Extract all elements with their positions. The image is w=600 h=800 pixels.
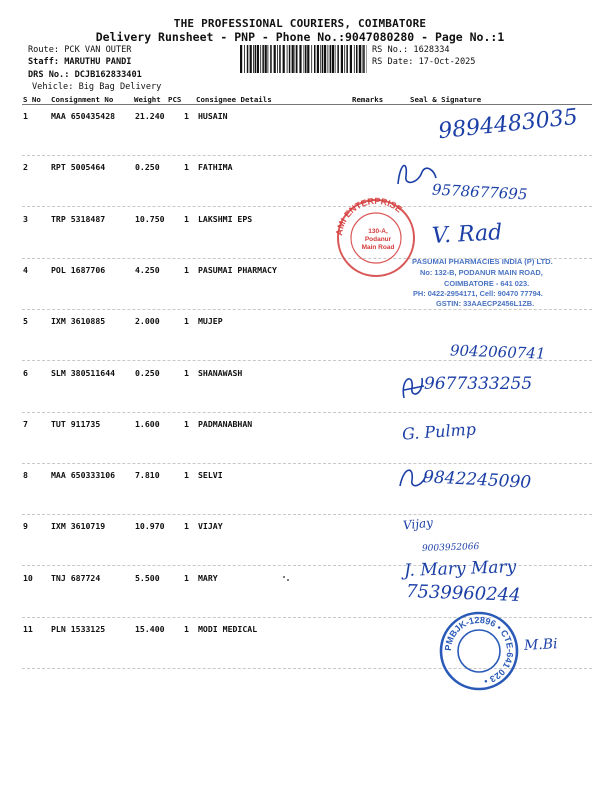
row-pcs: 1 (184, 521, 189, 532)
row-consignee: SHANAWASH (198, 367, 243, 378)
row-sno: 7 (23, 418, 28, 429)
barcode-bar (356, 45, 358, 73)
row-consignment-no: MAA 650435428 (51, 111, 116, 121)
col-consignee: Consignee Details (196, 95, 272, 104)
barcode-bar (311, 45, 312, 73)
vehicle-label: Vehicle: Big Bag Delivery (32, 82, 162, 92)
row-consignment-no: POL 1687706 (51, 264, 106, 275)
row-sno: 9 (23, 521, 28, 532)
scribble-initial-row6 (398, 368, 428, 404)
row-pcs: 1 (184, 367, 189, 378)
barcode-bar (270, 45, 272, 73)
handwritten-phone-row1: 9894483035 (437, 104, 579, 145)
pasumai-line3: COIMBATORE - 641 023. (444, 279, 530, 288)
row-divider (22, 514, 592, 515)
blue-stamp-outer: PMBJK-12896 • CTE-641 023 • (442, 614, 516, 687)
handwritten-phone-row6a: 9042060741 (449, 341, 546, 363)
row-sno: 8 (23, 470, 28, 481)
handwritten-phone-row6b: 9677333255 (424, 374, 533, 394)
row-consignment-no: IXM 3610719 (51, 521, 106, 532)
row-divider (22, 155, 592, 156)
row-consignment-no: PLN 1533125 (51, 624, 106, 634)
pasumai-line2: No: 132-B, PODANUR MAIN ROAD, (420, 268, 543, 277)
stamp-red-line3: Main Road (361, 244, 395, 251)
row-weight: 7.810 (135, 470, 160, 481)
barcode-bar (295, 45, 296, 73)
stamp-red-line1: 130-A, (368, 228, 388, 235)
row-weight: 4.250 (135, 264, 160, 275)
scribble-initial-row2 (394, 156, 440, 190)
col-weight: Weight (134, 95, 161, 104)
row-sno: 10 (23, 572, 33, 583)
barcode-bar (265, 45, 267, 73)
handwritten-name-row10: J. Mary Mary (403, 557, 517, 581)
barcode-bar (335, 45, 336, 73)
barcode-bar (304, 45, 305, 73)
pharmacy-round-stamp (438, 610, 520, 692)
barcode-bar (289, 45, 291, 73)
barcode-bar (337, 45, 339, 73)
stray-mark (283, 576, 285, 578)
row-consignee: PASUMAI PHARMACY (198, 264, 277, 275)
barcode-bar (341, 45, 343, 73)
barcode-bar (354, 45, 355, 73)
barcode-bar (257, 45, 259, 73)
barcode-bar (244, 45, 245, 73)
handwritten-signature-row11: M.Bi (523, 636, 558, 654)
barcode-bar (320, 45, 321, 73)
row-sno: 5 (23, 316, 28, 327)
barcode-bar (277, 45, 278, 73)
barcode-bar (359, 45, 361, 73)
row-divider (22, 463, 592, 464)
row-consignee: PADMANABHAN (198, 418, 253, 429)
barcode-bar (274, 45, 276, 73)
route-label: Route: PCK VAN OUTER (28, 45, 132, 55)
row-weight: 2.000 (135, 316, 160, 327)
row-weight: 0.250 (135, 367, 160, 378)
barcode-bar (247, 45, 249, 73)
barcode-bar (260, 45, 261, 73)
row-sno: 1 (23, 111, 28, 121)
barcode-bar (283, 45, 285, 73)
row-sno: 4 (23, 264, 28, 275)
barcode-bar (346, 45, 348, 73)
handwritten-signature-row7: G. Pulmp (401, 419, 477, 444)
row-consignment-no: RPT 5005464 (51, 162, 106, 173)
handwritten-phone-row2: 9578677695 (431, 180, 528, 204)
row-consignee: VIJAY (198, 521, 223, 532)
row-consignee: HUSAIN (198, 111, 228, 121)
barcode-bar (363, 45, 365, 73)
row-pcs: 1 (184, 624, 189, 634)
barcode-bar (314, 45, 316, 73)
row-pcs: 1 (184, 111, 189, 121)
row-consignee: MUJEP (198, 316, 223, 327)
barcode-bar (328, 45, 329, 73)
row-weight: 21.240 (135, 111, 165, 121)
row-pcs: 1 (184, 162, 189, 173)
row-consignee: MARY (198, 572, 218, 583)
barcode-bar (317, 45, 319, 73)
barcode-bar (344, 45, 345, 73)
row-pcs: 1 (184, 316, 189, 327)
barcode-bar (332, 45, 334, 73)
barcode-bar (299, 45, 301, 73)
row-weight: 1.600 (135, 418, 160, 429)
svg-text:PMBJK-12896 • CTE-641 023 • (443, 615, 515, 687)
row-consignment-no: TNJ 687724 (51, 572, 101, 583)
col-seal-signature: Seal & Signature (410, 95, 482, 104)
col-remarks: Remarks (352, 95, 384, 104)
barcode-bar (330, 45, 332, 73)
stamp-red-name: AMI ENTERPRISE (333, 195, 405, 237)
stamp-red-line2: Podanur (364, 236, 392, 243)
row-weight: 0.250 (135, 162, 160, 173)
row-consignee: FATHIMA (198, 162, 233, 173)
row-consignment-no: IXM 3610885 (51, 316, 106, 327)
barcode-bar (253, 45, 254, 73)
pasumai-line4: PH: 0422-2954171, Cell: 90470 77794. (413, 289, 543, 298)
row-consignee: MODI MEDICAL (198, 624, 258, 634)
barcode-bar (250, 45, 252, 73)
col-pcs: PCS (168, 95, 182, 104)
staff-label: Staff: MARUTHU PANDI (28, 57, 132, 67)
row-divider (22, 412, 592, 413)
barcode-bar (322, 45, 324, 73)
row-weight: 10.750 (135, 213, 165, 224)
barcode-bar (362, 45, 363, 73)
row-pcs: 1 (184, 264, 189, 275)
company-name: THE PROFESSIONAL COURIERS, COIMBATORE (173, 17, 427, 30)
rs-number: RS No.: 1628334 (372, 45, 450, 55)
row-weight: 5.500 (135, 572, 160, 583)
col-sno: S No (23, 95, 41, 104)
barcode-bar (268, 45, 269, 73)
row-pcs: 1 (184, 418, 189, 429)
row-sno: 11 (23, 624, 33, 634)
barcode-bar (307, 45, 309, 73)
rs-date: RS Date: 17-Oct-2025 (372, 57, 476, 67)
row-consignment-no: MAA 650333106 (51, 470, 116, 481)
barcode-bar (279, 45, 281, 73)
barcode-image (240, 45, 367, 73)
barcode-bar (305, 45, 307, 73)
pasumai-line5: GSTIN: 33AAECP2456L1ZB. (436, 299, 535, 308)
scribble-initial-row8 (396, 462, 430, 492)
row-sno: 2 (23, 162, 28, 173)
row-consignee: LAKSHMI EPS (198, 213, 253, 224)
header-rule (22, 104, 592, 105)
handwritten-phone-row10a: 9003952066 (421, 542, 480, 554)
row-sno: 3 (23, 213, 28, 224)
row-consignment-no: SLM 380511644 (51, 367, 116, 378)
stray-mark (287, 579, 289, 581)
handwritten-phone-row10b: 7539960244 (405, 581, 521, 606)
barcode-bar (292, 45, 294, 73)
row-pcs: 1 (184, 572, 189, 583)
handwritten-signature-row3: V. Rad (431, 220, 503, 249)
barcode-bar (262, 45, 264, 73)
row-weight: 15.400 (135, 624, 165, 634)
row-pcs: 1 (184, 213, 189, 224)
barcode-bar (324, 45, 326, 73)
row-weight: 10.970 (135, 521, 165, 532)
handwritten-signature-row9: Vijay (402, 515, 434, 533)
col-consignment: Consignment No (51, 95, 114, 104)
row-consignment-no: TRP 5318487 (51, 213, 106, 224)
barcode-bar (240, 45, 242, 73)
barcode-bar (350, 45, 352, 73)
row-consignment-no: TUT 911735 (51, 418, 101, 429)
drs-number: DRS No.: DCJB162833401 (28, 70, 142, 80)
row-sno: 6 (23, 367, 28, 378)
barcode-bar (287, 45, 288, 73)
row-consignee: SELVI (198, 470, 223, 481)
row-pcs: 1 (184, 470, 189, 481)
pasumai-line1: PASUMAI PHARMACIES INDIA (P) LTD. (412, 257, 553, 266)
handwritten-phone-row8: 9842245090 (422, 467, 532, 493)
barcode-bar (255, 45, 257, 73)
barcode-bar (296, 45, 298, 73)
runsheet-title: Delivery Runsheet - PNP - Phone No.:9047080280 - Page No.:1 (95, 30, 505, 44)
